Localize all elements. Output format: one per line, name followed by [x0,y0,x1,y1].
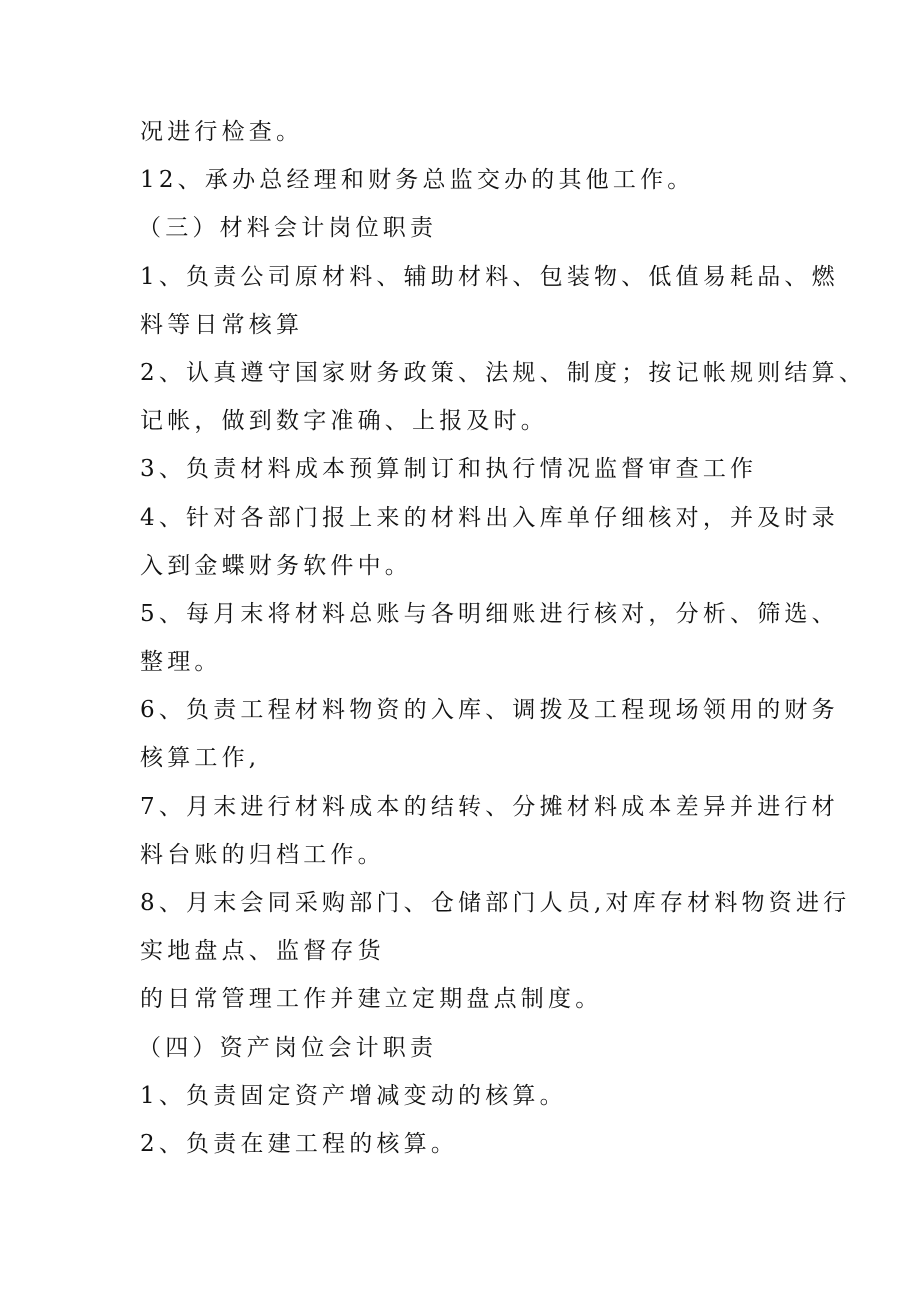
document-body [138,108,867,1168]
text-line: 3、负责材料成本预算制订和执行情况监督审查工作 [140,456,758,483]
text-line: 1、负责固定资产增减变动的核算。 [140,1082,567,1109]
text-line: 料台账的归档工作。 [140,841,385,868]
text-line: 2、认真遵守国家财务政策、法规、制度；按记帐规则结算、 [140,359,867,386]
text-line: 实地盘点、监督存货 [140,938,385,965]
text-line: 1、负责公司原材料、辅助材料、包装物、低值易耗品、燃 [140,263,839,290]
text-line: 4、针对各部门报上来的材料出入库单仔细核对，并及时录 [140,504,839,531]
text-line: 2、负责在建工程的核算。 [140,1130,459,1157]
text-line: 记帐，做到数字准确、上报及时。 [140,408,548,435]
text-line: 料等日常核算 [140,311,304,338]
text-line: 入到金蝶财务软件中。 [140,552,412,579]
section-heading: （三）材料会计岗位职责 [138,215,438,242]
text-line: 况进行检查。 [140,119,304,145]
text-line: 8、月末会同采购部门、仓储部门人员,对库存材料物资进行 [140,890,851,916]
text-line: 6、负责工程材料物资的入库、调拨及工程现场领用的财务 [140,697,839,724]
text-line: 5、每月末将材料总账与各明细账进行核对，分析、筛选、 [140,600,839,627]
text-line: 12、承办总经理和财务总监交办的其他工作。 [140,167,695,194]
text-line: 的日常管理工作并建立定期盘点制度。 [140,986,603,1013]
text-line: 7、月末进行材料成本的结转、分摊材料成本差异并进行材 [140,793,839,820]
text-line: 核算工作, [140,745,261,772]
section-heading: （四）资产岗位会计职责 [138,1034,438,1061]
text-line: 整理。 [140,649,222,676]
